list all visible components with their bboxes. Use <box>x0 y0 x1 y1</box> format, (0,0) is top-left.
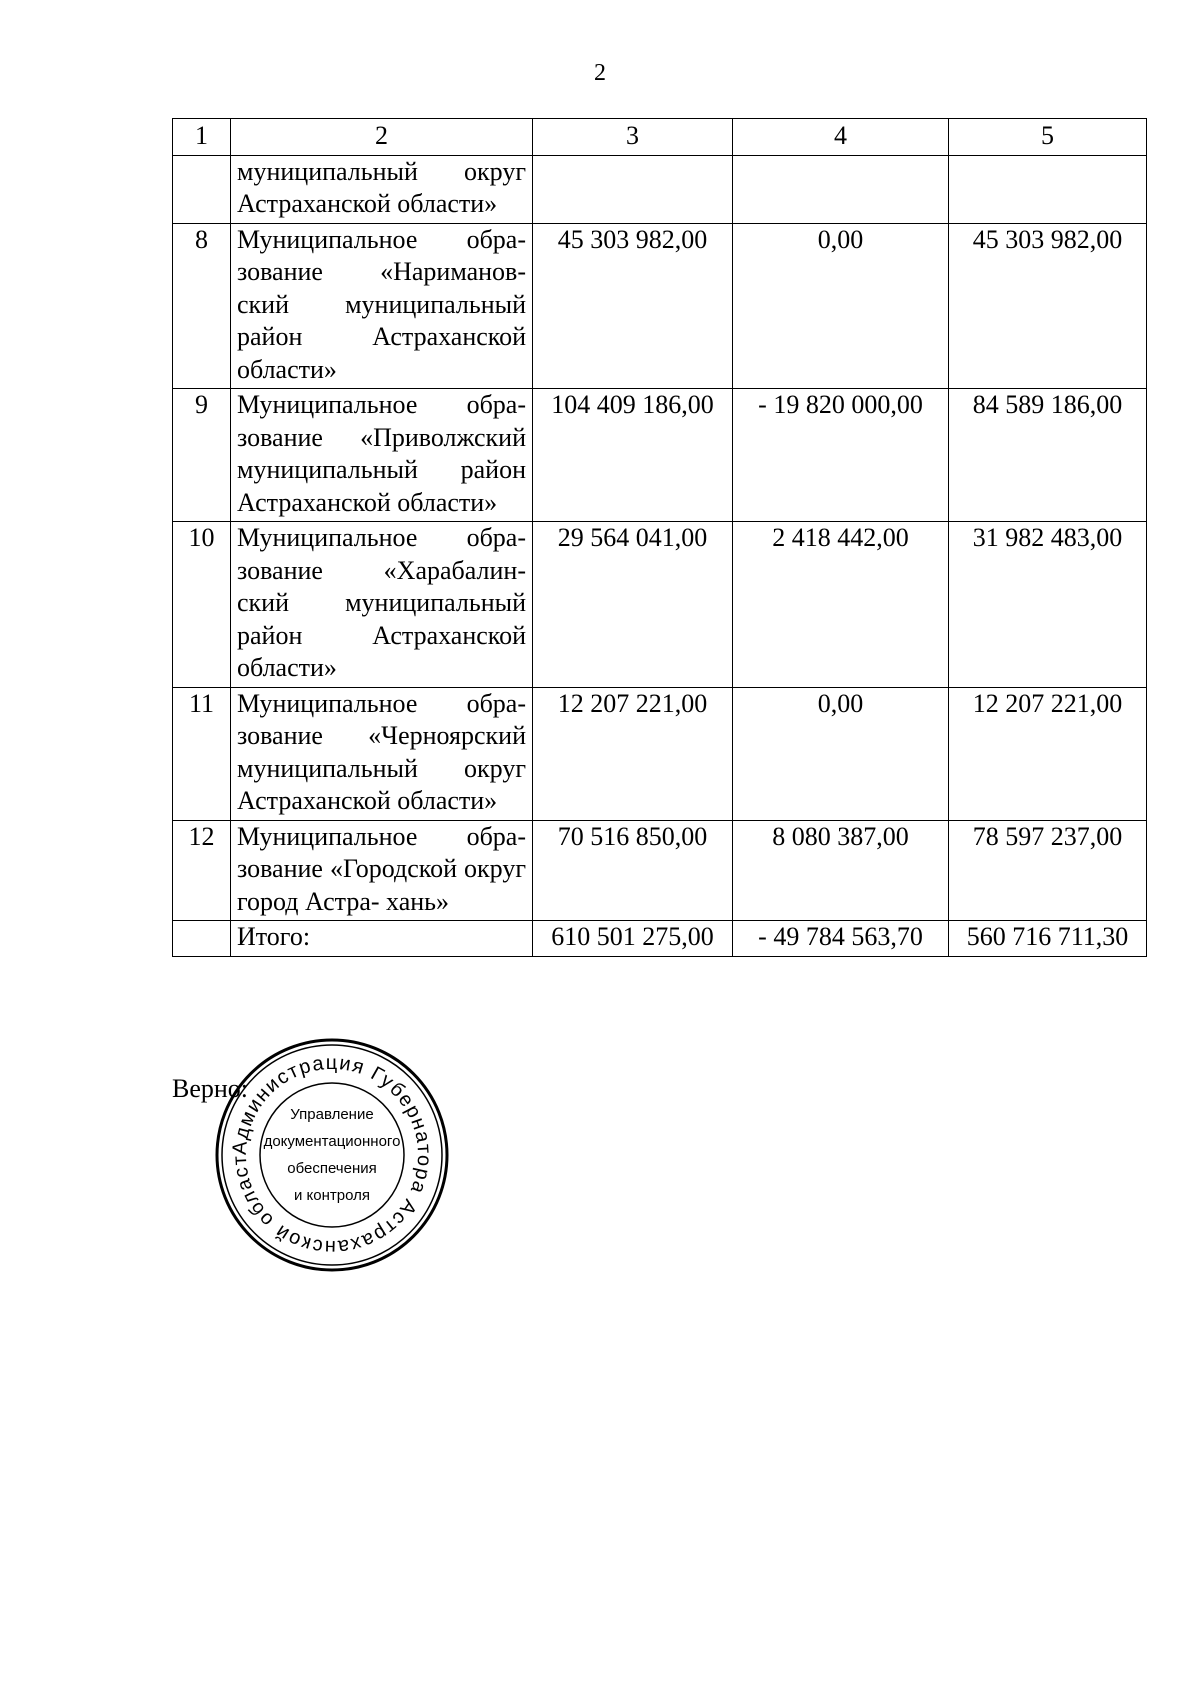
row-number: 12 <box>173 820 231 921</box>
value-col3: 45 303 982,00 <box>533 223 733 389</box>
row-number: 10 <box>173 522 231 688</box>
value-col4: 8 080 387,00 <box>733 820 949 921</box>
table-row <box>173 522 1147 688</box>
budget-table <box>172 118 1147 957</box>
seal-line: Управление <box>290 1106 374 1123</box>
value-col5: 84 589 186,00 <box>949 389 1147 522</box>
value-col3: 29 564 041,00 <box>533 522 733 688</box>
row-number <box>173 921 231 957</box>
municipality-name: Муниципальное обра- зование «Приволжский муниципальный район Астраханской области» <box>231 389 533 522</box>
row-number: 9 <box>173 389 231 522</box>
value-col4: 0,00 <box>733 223 949 389</box>
value-col5: 78 597 237,00 <box>949 820 1147 921</box>
row-number: 8 <box>173 223 231 389</box>
total-col4: - 49 784 563,70 <box>733 921 949 957</box>
municipality-name: Муниципальное обра- зование «Харабалин- ский муниципальный район Астраханской области» <box>231 522 533 688</box>
table-header-row <box>173 119 1147 156</box>
seal-line: обеспечения <box>287 1160 377 1177</box>
value-col5 <box>949 155 1147 223</box>
seal-ring-text: Администрация Губернатора Астраханской област <box>228 1051 436 1259</box>
row-number <box>173 155 231 223</box>
seal-center <box>214 1037 450 1273</box>
table-row <box>173 389 1147 522</box>
value-col5: 12 207 221,00 <box>949 687 1147 820</box>
value-col4: 0,00 <box>733 687 949 820</box>
column-header: 2 <box>231 119 533 156</box>
row-number: 11 <box>173 687 231 820</box>
value-col4: - 19 820 000,00 <box>733 389 949 522</box>
column-header: 4 <box>733 119 949 156</box>
value-col3 <box>533 155 733 223</box>
value-col4 <box>733 155 949 223</box>
column-header: 5 <box>949 119 1147 156</box>
table-row <box>173 820 1147 921</box>
column-header: 3 <box>533 119 733 156</box>
total-col5: 560 716 711,30 <box>949 921 1147 957</box>
seal-line: и контроля <box>293 1187 370 1204</box>
value-col4: 2 418 442,00 <box>733 522 949 688</box>
municipality-name: Муниципальное обра- зование «Нариманов- ский муниципальный район Астраханской области» <box>231 223 533 389</box>
verno-label: Верно: <box>172 1074 249 1103</box>
municipality-name: Муниципальное обра- зование «Городской округ город Астра- хань» <box>231 820 533 921</box>
value-col3: 12 207 221,00 <box>533 687 733 820</box>
column-header: 1 <box>173 119 231 156</box>
municipality-name: муниципальный округ Астраханской области» <box>231 155 533 223</box>
page-number: 2 <box>594 60 606 86</box>
value-col5: 45 303 982,00 <box>949 223 1147 389</box>
table-row <box>173 155 1147 223</box>
municipality-name: Муниципальное обра- зование «Черноярский муниципальный округ Астраханской области» <box>231 687 533 820</box>
total-label: Итого: <box>231 921 533 957</box>
table-total-row <box>173 921 1147 957</box>
table-row <box>173 223 1147 389</box>
value-col3: 70 516 850,00 <box>533 820 733 921</box>
total-col3: 610 501 275,00 <box>533 921 733 957</box>
table-row <box>173 687 1147 820</box>
value-col3: 104 409 186,00 <box>533 389 733 522</box>
value-col5: 31 982 483,00 <box>949 522 1147 688</box>
seal-line: документационного <box>263 1133 401 1150</box>
official-seal <box>214 1037 450 1273</box>
